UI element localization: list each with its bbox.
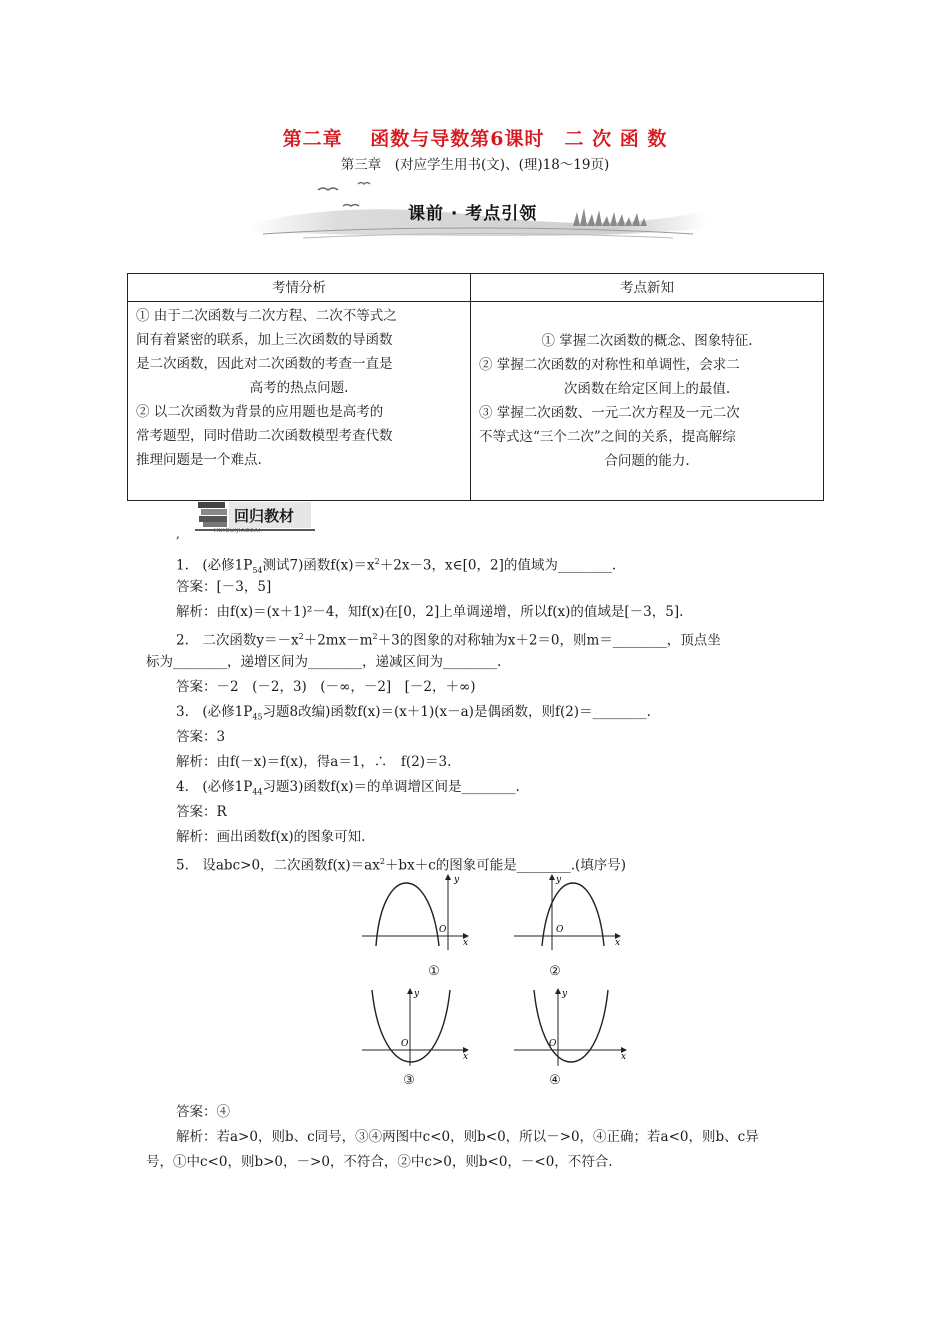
q5-explanation-2: 号，①中c<0，则b>0，－>0，不符合，②中c>0，则b<0，－<0，不符合. — [146, 1154, 613, 1170]
q4-subscript: 44 — [252, 787, 263, 797]
lesson-title: 第二章 函数与导数第6课时 二 次 函 数 — [282, 128, 668, 150]
question-3 — [176, 702, 651, 728]
q5-text: ＋bx＋c的图象可能是________.(填序号) — [384, 857, 627, 874]
analysis-line: ② 以二次函数为背景的应用题也是高考的 — [136, 404, 384, 420]
analysis-line: 推理问题是一个难点. — [136, 452, 262, 468]
books-icon — [198, 502, 227, 527]
q3-subscript: 45 — [252, 712, 263, 722]
graph-3-label: ③ — [403, 1073, 415, 1088]
q4-explanation: 解析：画出函数f(x)的图象可知. — [176, 829, 366, 845]
origin-label: O — [549, 1039, 557, 1049]
q2-superscript: 2 — [372, 632, 378, 641]
knowledge-line: ① 掌握二次函数的概念、图象特征. — [541, 333, 753, 349]
analysis-line: 是二次函数，因此对二次函数的考查一直是 — [136, 356, 393, 372]
graph-3 — [360, 986, 472, 1068]
q2-answer: 答案：－2 (－2，3) (－∞，－2] [－2，＋∞) — [176, 679, 476, 695]
q1-text: ＋2x－3，x∈[0，2]的值域为________. — [379, 557, 617, 574]
analysis-line: 常考题型，同时借助二次函数模型考查代数 — [136, 428, 393, 444]
section-title: 回归教材 — [234, 507, 295, 525]
q4-answer: 答案：R — [176, 804, 227, 820]
y-label: y — [414, 989, 420, 999]
q5-answer: 答案：④ — [176, 1104, 230, 1120]
parabola-curve — [376, 883, 439, 946]
y-label: y — [562, 989, 568, 999]
question-2 — [176, 627, 721, 651]
analysis-cell — [128, 302, 471, 501]
analysis-line: 高考的热点问题. — [249, 380, 349, 396]
q1-subscript: 54 — [252, 566, 263, 576]
graph-1 — [360, 872, 472, 952]
q1-text: 1. (必修1P — [176, 557, 253, 574]
origin-label: O — [556, 925, 564, 935]
x-label: x — [463, 938, 469, 948]
table-header-analysis: 考情分析 — [128, 274, 471, 302]
x-label: x — [615, 938, 621, 948]
q2-superscript: 2 — [298, 632, 304, 641]
q3-explanation: 解析：由f(－x)＝f(x)，得a＝1，∴ f(2)＝3. — [176, 754, 452, 770]
stray-comma: , — [176, 527, 180, 541]
q1-explanation: 解析：由f(x)＝(x＋1)²－4，知f(x)在[0，2]上单调递增，所以f(x)的值域是[－3，5]. — [176, 604, 684, 620]
q3-text: 3. (必修1P — [176, 704, 253, 720]
question-4 — [176, 777, 520, 803]
banner-label: 课前 · 考点引领 — [408, 204, 538, 224]
q2-text: 2. 二次函数y＝－x — [176, 632, 299, 649]
q3-text: 习题8改编)函数f(x)＝(x＋1)(x－a)是偶函数，则f(2)＝________. — [262, 704, 651, 720]
exam-analysis-table — [127, 273, 824, 501]
knowledge-line: 不等式这“三个二次”之间的关系，提高解综 — [479, 429, 736, 445]
q5-explanation-1: 解析：若a>0，则b、c同号，③④两图中c<0，则b<0，所以－>0，④正确；若a<0，则b、c异 — [176, 1129, 759, 1145]
q2-text: ＋2mx－m — [303, 632, 373, 649]
graph-2-label: ② — [549, 964, 561, 979]
graph-1-label: ① — [428, 964, 440, 979]
q5-superscript: 2 — [379, 857, 385, 866]
origin-label: O — [401, 1039, 409, 1049]
x-label: x — [621, 1052, 627, 1062]
parabola-curve — [372, 990, 450, 1062]
q2-text: ＋3的图象的对称轴为x＋2＝0，则m＝________，顶点坐 — [377, 632, 721, 649]
q4-text: 4. (必修1P — [176, 779, 253, 795]
q1-superscript: 2 — [374, 557, 380, 566]
q2-line-2: 标为________，递增区间为________，递减区间为________. — [146, 654, 502, 670]
q1-text: 测试7)函数f(x)＝x — [262, 557, 375, 574]
y-label: y — [556, 875, 562, 885]
y-label: y — [454, 875, 460, 885]
graph-4 — [512, 986, 630, 1068]
section-subtitle: HUIGUIJIAOCAI — [214, 528, 261, 534]
knowledge-line: ③ 掌握二次函数、一元二次方程及一元二次 — [479, 405, 740, 421]
origin-label: O — [439, 925, 447, 935]
bird-icon — [318, 183, 370, 207]
lesson-subtitle: 第三章 (对应学生用书(文)、(理)18～19页) — [340, 157, 610, 173]
knowledge-line: 合问题的能力. — [604, 453, 690, 469]
graph-2 — [512, 872, 624, 952]
analysis-line: 间有着紧密的联系，加上三次函数的导函数 — [136, 332, 393, 348]
q1-answer: 答案：[－3，5] — [176, 579, 272, 595]
x-label: x — [463, 1052, 469, 1062]
q3-answer: 答案：3 — [176, 729, 226, 745]
q5-text: 5. 设abc>0，二次函数f(x)＝ax — [176, 857, 380, 874]
knowledge-cell — [471, 302, 824, 501]
parabola-curve — [542, 883, 604, 946]
knowledge-line: ② 掌握二次函数的对称性和单调性，会求二 — [479, 357, 740, 373]
parabola-curve — [534, 990, 608, 1062]
table-header-knowledge: 考点新知 — [471, 274, 824, 302]
analysis-line: ① 由于二次函数与二次方程、二次不等式之 — [136, 308, 397, 324]
q4-text: 习题3)函数f(x)＝的单调增区间是________. — [262, 779, 520, 795]
knowledge-line: 次函数在给定区间上的最值. — [563, 381, 731, 397]
graph-4-label: ④ — [549, 1073, 561, 1088]
